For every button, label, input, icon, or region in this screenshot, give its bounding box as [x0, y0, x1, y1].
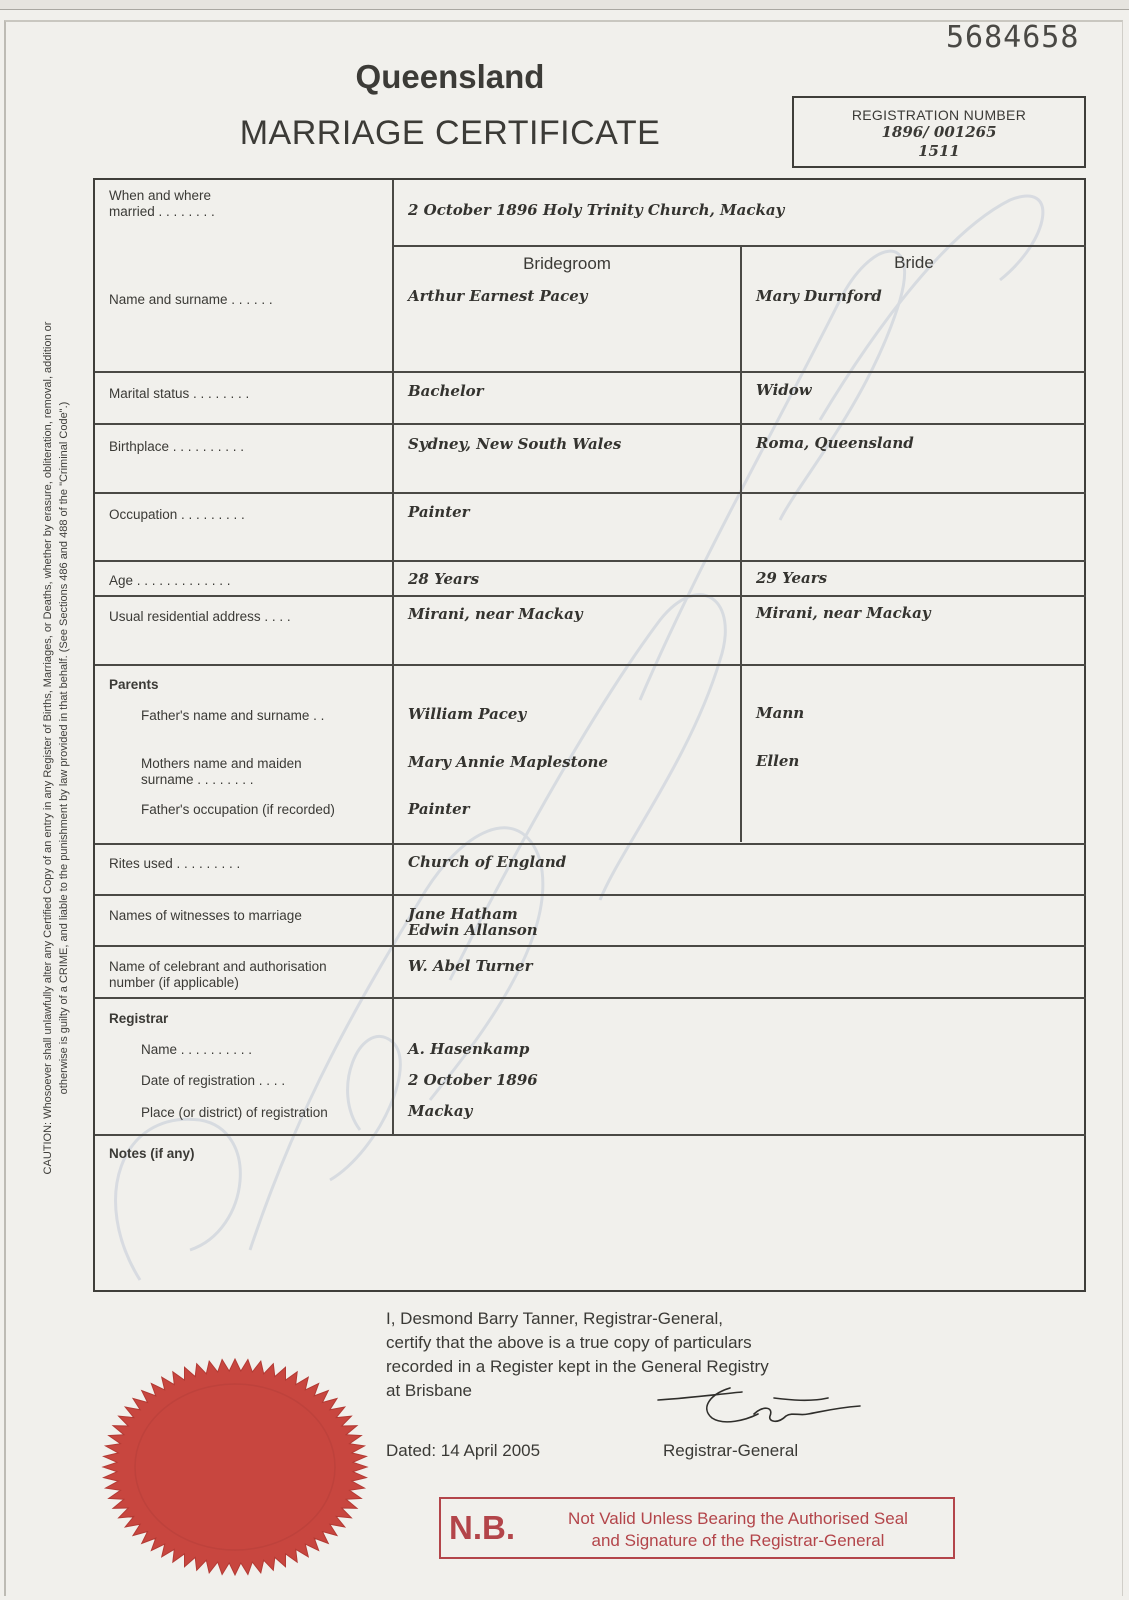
registrar-general-signature [650, 1384, 870, 1444]
address-label: Usual residential address . . . . [109, 609, 291, 624]
groom-name: Arthur Earnest Pacey [408, 287, 588, 305]
caution-line-1: CAUTION: Whosoever shall unlawfully alter any Certified Copy of an entry in any Register of Births, Marriages, or Deaths, whether by erasure, obliteration, removal, addition or [42, 321, 54, 1175]
groom-mother-name: Mary Annie Maplestone [408, 753, 608, 771]
red-seal [100, 1356, 370, 1578]
caution-line-2: otherwise is guilty of a CRIME, and liable to the punishment by law provided in that behalf. (See Sections 486 and 488 of the "Criminal Code".) [58, 401, 70, 1095]
registration-label: REGISTRATION NUMBER [851, 107, 1027, 123]
birthplace-label: Birthplace . . . . . . . . . . [109, 439, 245, 454]
row-line [95, 492, 1086, 494]
rites-value: Church of England [408, 853, 567, 871]
bride-name: Mary Durnford [756, 287, 882, 305]
certification-line-1: I, Desmond Barry Tanner, Registrar-General, [386, 1309, 723, 1328]
groom-father-name: William Pacey [408, 705, 527, 723]
registrar-label: Registrar [109, 1011, 169, 1026]
registration-date: 2 October 1896 [408, 1071, 538, 1089]
mother-name-label-2: surname . . . . . . . . [141, 772, 254, 787]
row-line [95, 595, 1086, 597]
row-line [95, 843, 1086, 845]
registration-sub-number: 1511 [918, 142, 960, 160]
row-line [95, 560, 1086, 562]
dated-line: Dated: 14 April 2005 [386, 1441, 541, 1460]
registrar-general-title: Registrar-General [663, 1441, 799, 1460]
marriage-record-form [93, 178, 1086, 1292]
registration-date-label: Date of registration . . . . [141, 1073, 286, 1088]
page-top-strip [0, 0, 1129, 10]
registration-place-label: Place (or district) of registration [141, 1105, 328, 1120]
groom-age: 28 Years [408, 570, 480, 588]
bride-marital-status: Widow [756, 381, 812, 399]
witness-2: Edwin Allanson [408, 921, 538, 939]
when-where-label: When and where [109, 188, 212, 203]
registration-number-box [792, 96, 1086, 168]
row-line [95, 894, 1086, 896]
nb-mark: N.B. [449, 1509, 515, 1546]
validity-line-1: Not Valid Unless Bearing the Authorised Seal [568, 1509, 908, 1528]
row-line [95, 945, 1086, 947]
notes-label: Notes (if any) [109, 1146, 195, 1161]
certification-line-3: recorded in a Register kept in the General Registry [386, 1357, 769, 1376]
validity-notice-text [533, 1508, 943, 1552]
father-name-label: Father's name and surname . . [141, 708, 325, 723]
caution-notice [40, 198, 72, 1298]
celebrant-value: W. Abel Turner [408, 957, 533, 975]
rites-label: Rites used . . . . . . . . . [109, 856, 241, 871]
mother-name-label: Mothers name and maiden [141, 756, 302, 771]
registration-place: Mackay [408, 1102, 473, 1120]
bride-father-name: Mann [756, 704, 805, 722]
row-line [95, 423, 1086, 425]
bride-address: Mirani, near Mackay [756, 604, 931, 622]
marital-status-label: Marital status . . . . . . . . [109, 386, 250, 401]
row-line [95, 1134, 1086, 1136]
row-line [95, 371, 1086, 373]
serial-number: 5684658 [946, 20, 1080, 55]
name-label: Name and surname . . . . . . [109, 292, 273, 307]
groom-father-occupation: Painter [408, 800, 470, 818]
registration-number: 1896/ 001265 [881, 123, 997, 141]
occupation-label: Occupation . . . . . . . . . [109, 507, 245, 522]
witness-1: Jane Hatham [408, 905, 518, 923]
witnesses-label: Names of witnesses to marriage [109, 908, 302, 923]
groom-address: Mirani, near Mackay [408, 605, 583, 623]
celebrant-label: Name of celebrant and authorisation [109, 959, 327, 974]
row-line [95, 997, 1086, 999]
registrar-name: A. Hasenkamp [408, 1040, 530, 1058]
validity-line-2: and Signature of the Registrar-General [591, 1531, 885, 1550]
validity-notice [439, 1497, 955, 1559]
label-column-divider [392, 180, 394, 1134]
when-where-label-2: married . . . . . . . . [109, 204, 215, 219]
father-occupation-label: Father's occupation (if recorded) [141, 802, 335, 817]
groom-marital-status: Bachelor [408, 382, 484, 400]
age-label: Age . . . . . . . . . . . . . [109, 573, 231, 588]
state-heading: Queensland [355, 58, 545, 95]
certification-line-4: at Brisbane [386, 1381, 472, 1400]
groom-bride-divider [740, 245, 742, 842]
groom-occupation: Painter [408, 503, 470, 521]
bridegroom-header: Bridegroom [523, 254, 611, 273]
certificate-title: MARRIAGE CERTIFICATE [239, 114, 661, 152]
header-line [392, 245, 1086, 247]
when-where-value: 2 October 1896 Holy Trinity Church, Mackay [408, 201, 785, 219]
bride-mother-name: Ellen [756, 752, 800, 770]
celebrant-label-2: number (if applicable) [109, 975, 239, 990]
certification-line-2: certify that the above is a true copy of particulars [386, 1333, 752, 1352]
row-line [95, 664, 1086, 666]
bride-header: Bride [894, 253, 934, 272]
bride-age: 29 Years [756, 569, 828, 587]
parents-label: Parents [109, 677, 159, 692]
registrar-name-label: Name . . . . . . . . . . [141, 1042, 253, 1057]
bride-birthplace: Roma, Queensland [756, 434, 914, 452]
groom-birthplace: Sydney, New South Wales [408, 435, 622, 453]
